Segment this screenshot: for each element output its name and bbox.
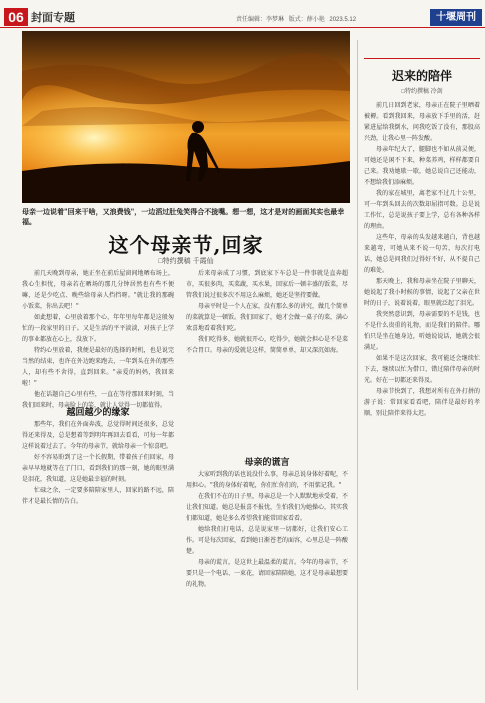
paragraph: 那些年，我们在外面奔波，总觉得时间还很多，总觉得还来得及，总是想着等到明年再回去看看，可每一年都这样说着过去了。今年的母亲节，就给母亲一个惊喜吧。 bbox=[22, 421, 174, 450]
main-article-column-2b bbox=[186, 469, 348, 590]
paragraph: 特约心里放着，我便是最好的选择的时机，也是说完当然的结束，也许在外边跑来跑去，一年到头在外的那些人，却有些不舍得，直到回来。"亲爱的妈妈，我回来啦！" bbox=[22, 347, 174, 387]
header-rule bbox=[0, 27, 485, 28]
paragraph: 母亲年纪大了，腿脚也不如从前灵便，可她还是闲不下来，种菜养鸡，样样都要自己来。我劝她歇一歇，她总说自己还能动，不想给我们添麻烦。 bbox=[364, 146, 480, 186]
subheading-2: 母亲的谎言 bbox=[244, 458, 290, 468]
paragraph: 我突然意识到，母亲需要的不是钱，也不是什么贵重的礼物，而是我们的陪伴。哪怕只是坐在她身边，听她说说话，她就会很满足。 bbox=[364, 311, 480, 351]
right-article-author: □特约撰稿 冷剑 bbox=[401, 89, 443, 95]
brand-logo: 十堰周刊 bbox=[430, 9, 482, 26]
paragraph: 母亲的谎言，是这世上最温柔的谎言。今年的母亲节，不要只是一个电话、一束花，请回家陪陪她，这才是母亲最想要的礼物。 bbox=[186, 559, 349, 588]
paragraph: 母亲节快到了，我想对所有在外打拼的游子说：常回家看看吧，陪伴是最好的孝顺，别让陪伴来得太迟。 bbox=[364, 388, 480, 417]
design-credit: 版式：薛小艳 bbox=[288, 17, 325, 23]
subheading-1: 越回越少的缘家 bbox=[66, 408, 130, 418]
photo-caption: 母亲一边说着"回来干啥，又浪费钱"，一边滔过肚兔笑得合不拢嘴。想一想，这才是对的画面其实也最幸福。 bbox=[22, 207, 345, 226]
issue-date: 2023.5.12 bbox=[329, 17, 357, 23]
paragraph: 她给我们打电话，总是说家里一切都好，让我们安心工作。可是每次回家，看到她日渐苍老的面容，心里总是一阵酸楚。 bbox=[186, 526, 349, 555]
paragraph: 在我们不在的日子里，母亲总是一个人默默地承受着，不让我们知道。她总是报喜不报忧，生怕我们为她操心，其实我们都知道，她是多么希望我们能常回家看看。 bbox=[186, 493, 349, 522]
page-header bbox=[0, 6, 485, 28]
editor-credit: 责任编辑：李梦琳 bbox=[236, 17, 285, 23]
right-article-title: 迟来的陪伴 bbox=[391, 69, 452, 83]
main-article-column-2 bbox=[186, 268, 348, 356]
paragraph: 忙碌之余，一定要多陪陪家里人，回家的路不远，陪伴才是最长情的告白。 bbox=[22, 487, 174, 505]
main-article-title: 这个母亲节,回家 bbox=[108, 233, 264, 257]
paragraph: 这些年，母亲的头发越来越白，背也越来越弯，可她从来不说一句苦，每次打电话，她总是问我们过得好不好，从不提自己的难处。 bbox=[364, 234, 480, 274]
paragraph: 如果不是这次回家，我可能还会继续忙下去，继续以忙为借口，错过陪伴母亲的时光。好在一切都还来得及。 bbox=[364, 355, 480, 384]
main-article-column-1 bbox=[22, 268, 174, 411]
paragraph: 前几日回到老家，母亲正在院子里晒着被褥。看到我回来，母亲放下手里的活，赶紧进屋给我倒水，问我吃饭了没有，那股高兴劲，让我心里一阵发酸。 bbox=[364, 102, 480, 142]
main-article-author: □特约撰稿 千霞仙 bbox=[158, 258, 214, 265]
paragraph: 前几天晚到母亲，她正坐在前后屋窗间地晒布场上，我心生担忧，母亲若在晒场的那几分钟居然也有些不便嘛，还是少吃点、晚些给母亲人挡挡呀。"就让我的那碗小饭菜，你出去吧！" bbox=[22, 270, 174, 310]
paragraph: 好不容易盼到了这一个长假期，带着孩子们回家，母亲早早地就等在了门口，看到我们的那一刻，她的眼里满是泪花，我知道，这是她最幸福的时刻。 bbox=[22, 454, 174, 483]
column-divider bbox=[357, 40, 358, 690]
sunset-silhouette-image bbox=[22, 31, 350, 203]
header-meta bbox=[236, 14, 359, 23]
paragraph: 大家听到我的话也说没什么事，母亲总说身体好着呢，不用担心。"我的身体好着呢，你们忙你们的，不用惦记我。" bbox=[186, 471, 349, 489]
main-article-column-1b bbox=[22, 419, 174, 507]
page-number: 06 bbox=[4, 8, 28, 26]
section-title: 封面专题 bbox=[31, 12, 75, 24]
paragraph: 如此想着，心里放着那个心，年年里每年都是这般匆忙的一段家里的日子。又是生活的平平淡淡，对孩子上学的事业都放在心上，没放下。 bbox=[22, 314, 174, 343]
right-article-body bbox=[364, 100, 480, 419]
paragraph: 后来母亲成了习惯，到底家下车总是一件事就是直奔超市，买很多肉，买菜蔬，买水果，回家后一顿丰盛的饭菜，尽管我们说过很多次不用这么麻烦，她还是坚持要做。 bbox=[186, 270, 349, 299]
paragraph: 那天晚上，我和母亲坐在院子里聊天，她说起了我小时候的事情，说起了父亲在世时的日子，说着说着，眼里就泛起了泪光。 bbox=[364, 278, 480, 307]
paragraph: 我的家在城里，离老家不过几十公里，可一年到头回去的次数却屈指可数。总是说工作忙，总是说孩子要上学，总有各种各样的理由。 bbox=[364, 190, 480, 230]
paragraph: 他在话题自己心里有些，一直在等待那回来时刻，当我们回来时，母亲脸上的笑，就让人觉得一切都值得。 bbox=[22, 391, 174, 409]
paragraph: 我们吃得多，她就很开心，吃得少，她就会担心是不是菜不合胃口。母亲的爱就是这样，简简单单，却又深沉如海。 bbox=[186, 336, 349, 354]
right-article-rule bbox=[364, 58, 480, 59]
paragraph: 母亲平时是一个人在家，没有那么多的讲究，做几个简单的菜就算是一顿饭。我们回家了，她才会做一桌子的菜，满心欢喜地看着我们吃。 bbox=[186, 303, 349, 332]
